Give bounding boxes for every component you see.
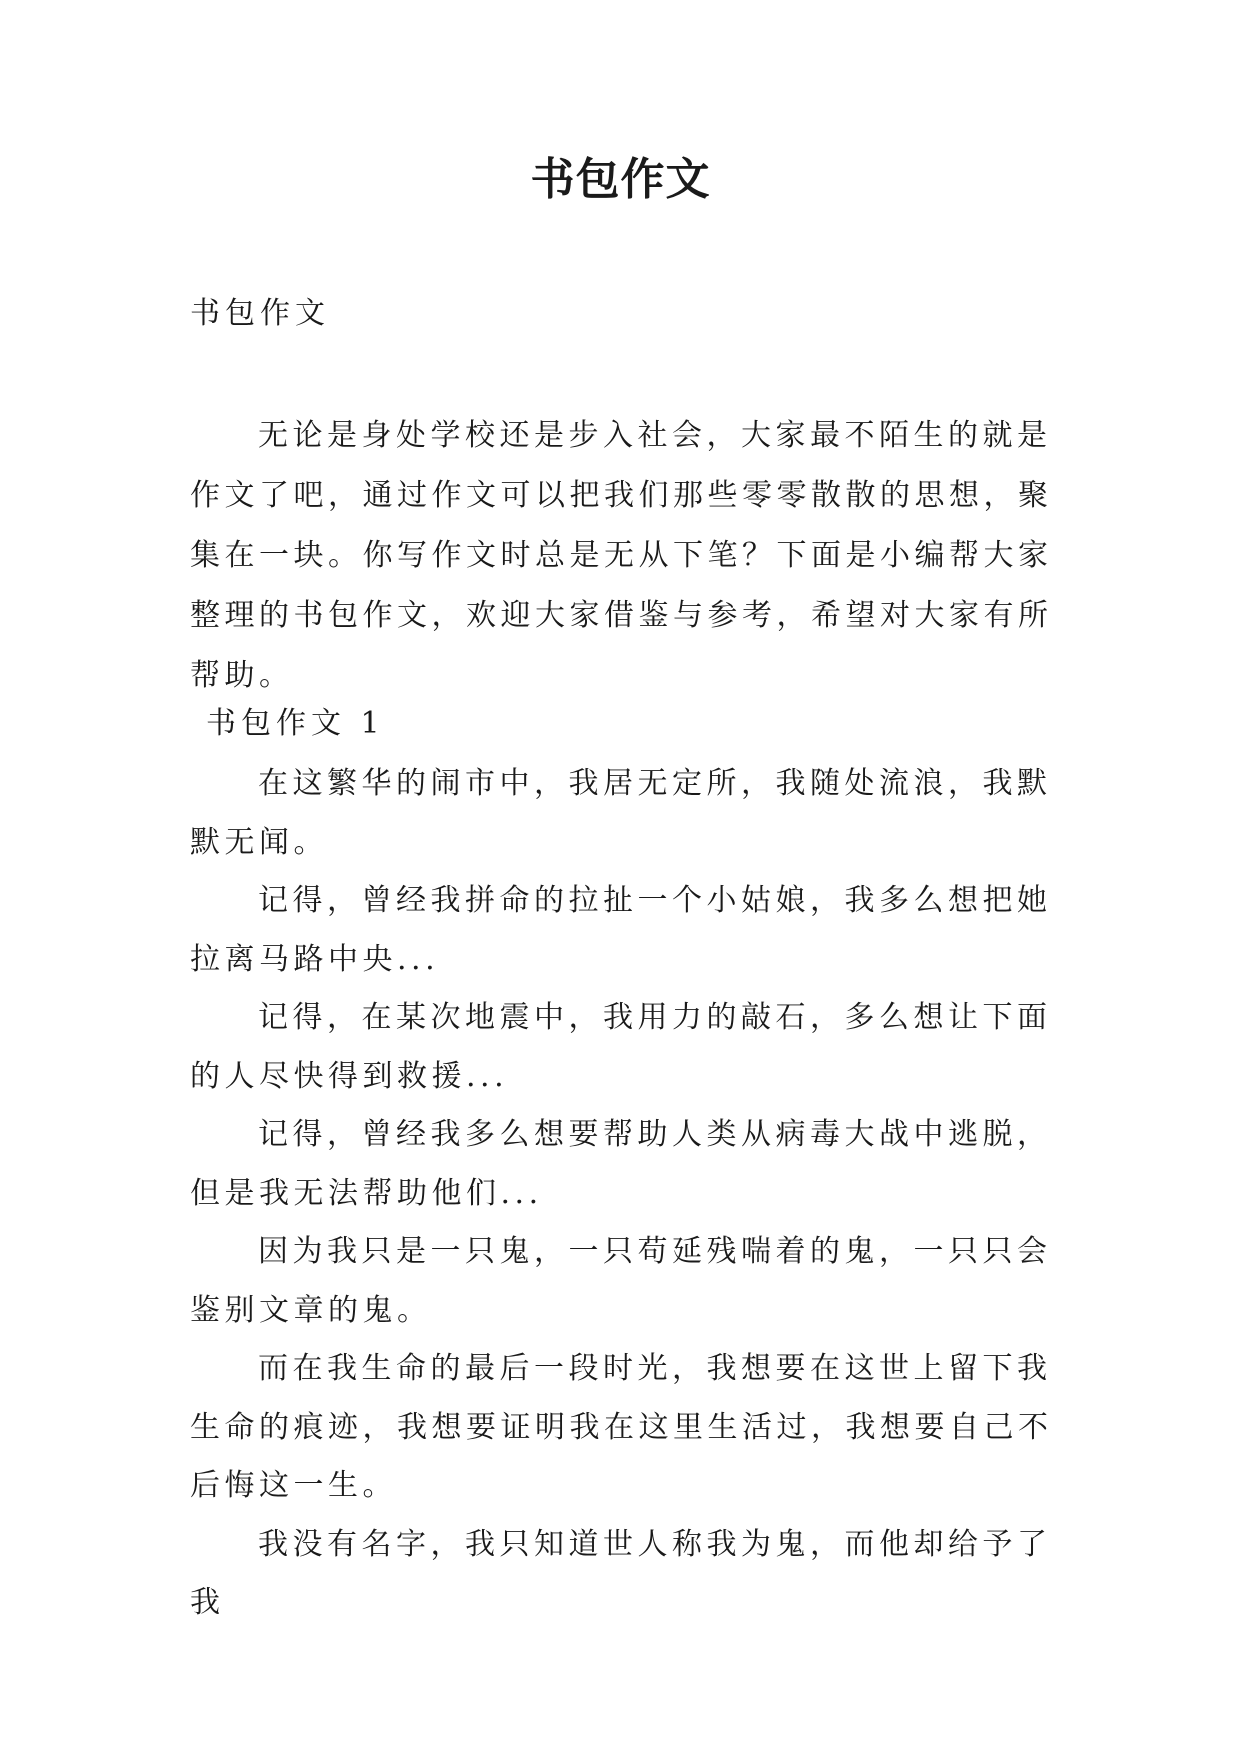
essay-paragraph: 因为我只是一只鬼，一只苟延残喘着的鬼，一只只会鉴别文章的鬼。 <box>190 1234 1052 1328</box>
essay-paragraph: 而在我生命的最后一段时光，我想要在这世上留下我生命的痕迹，我想要证明我在这里生活过，我想要自己不后悔这一生。 <box>190 1351 1053 1503</box>
section-heading: 书包作文 1 <box>206 706 385 741</box>
essay-paragraph: 在这繁华的闹市中，我居无定所，我随处流浪，我默默无闻。 <box>190 766 1052 860</box>
document-title: 书包作文 <box>530 154 711 205</box>
essay-paragraph: 我没有名字，我只知道世人称我为鬼，而他却给予了我 <box>190 1526 1052 1620</box>
essay-paragraph: 记得，在某次地震中，我用力的敲石，多么想让下面的人尽快得到救援... <box>190 1000 1052 1094</box>
essay-body <box>190 755 1056 1633</box>
intro-paragraph: 无论是身处学校还是步入社会，大家最不陌生的就是作文了吧，通过作文可以把我们那些零零散散的思想，聚集在一块。你写作文时总是无从下笔？下面是小编帮大家整理的书包作文，欢迎大家借鉴与参考，希望对大家有所帮助。 <box>190 418 1053 693</box>
essay-paragraph: 记得，曾经我拼命的拉扯一个小姑娘，我多么想把她拉离马路中央... <box>190 883 1052 977</box>
document-subtitle: 书包作文 <box>190 296 330 331</box>
essay-paragraph: 记得，曾经我多么想要帮助人类从病毒大战中逃脱，但是我无法帮助他们... <box>190 1117 1052 1211</box>
